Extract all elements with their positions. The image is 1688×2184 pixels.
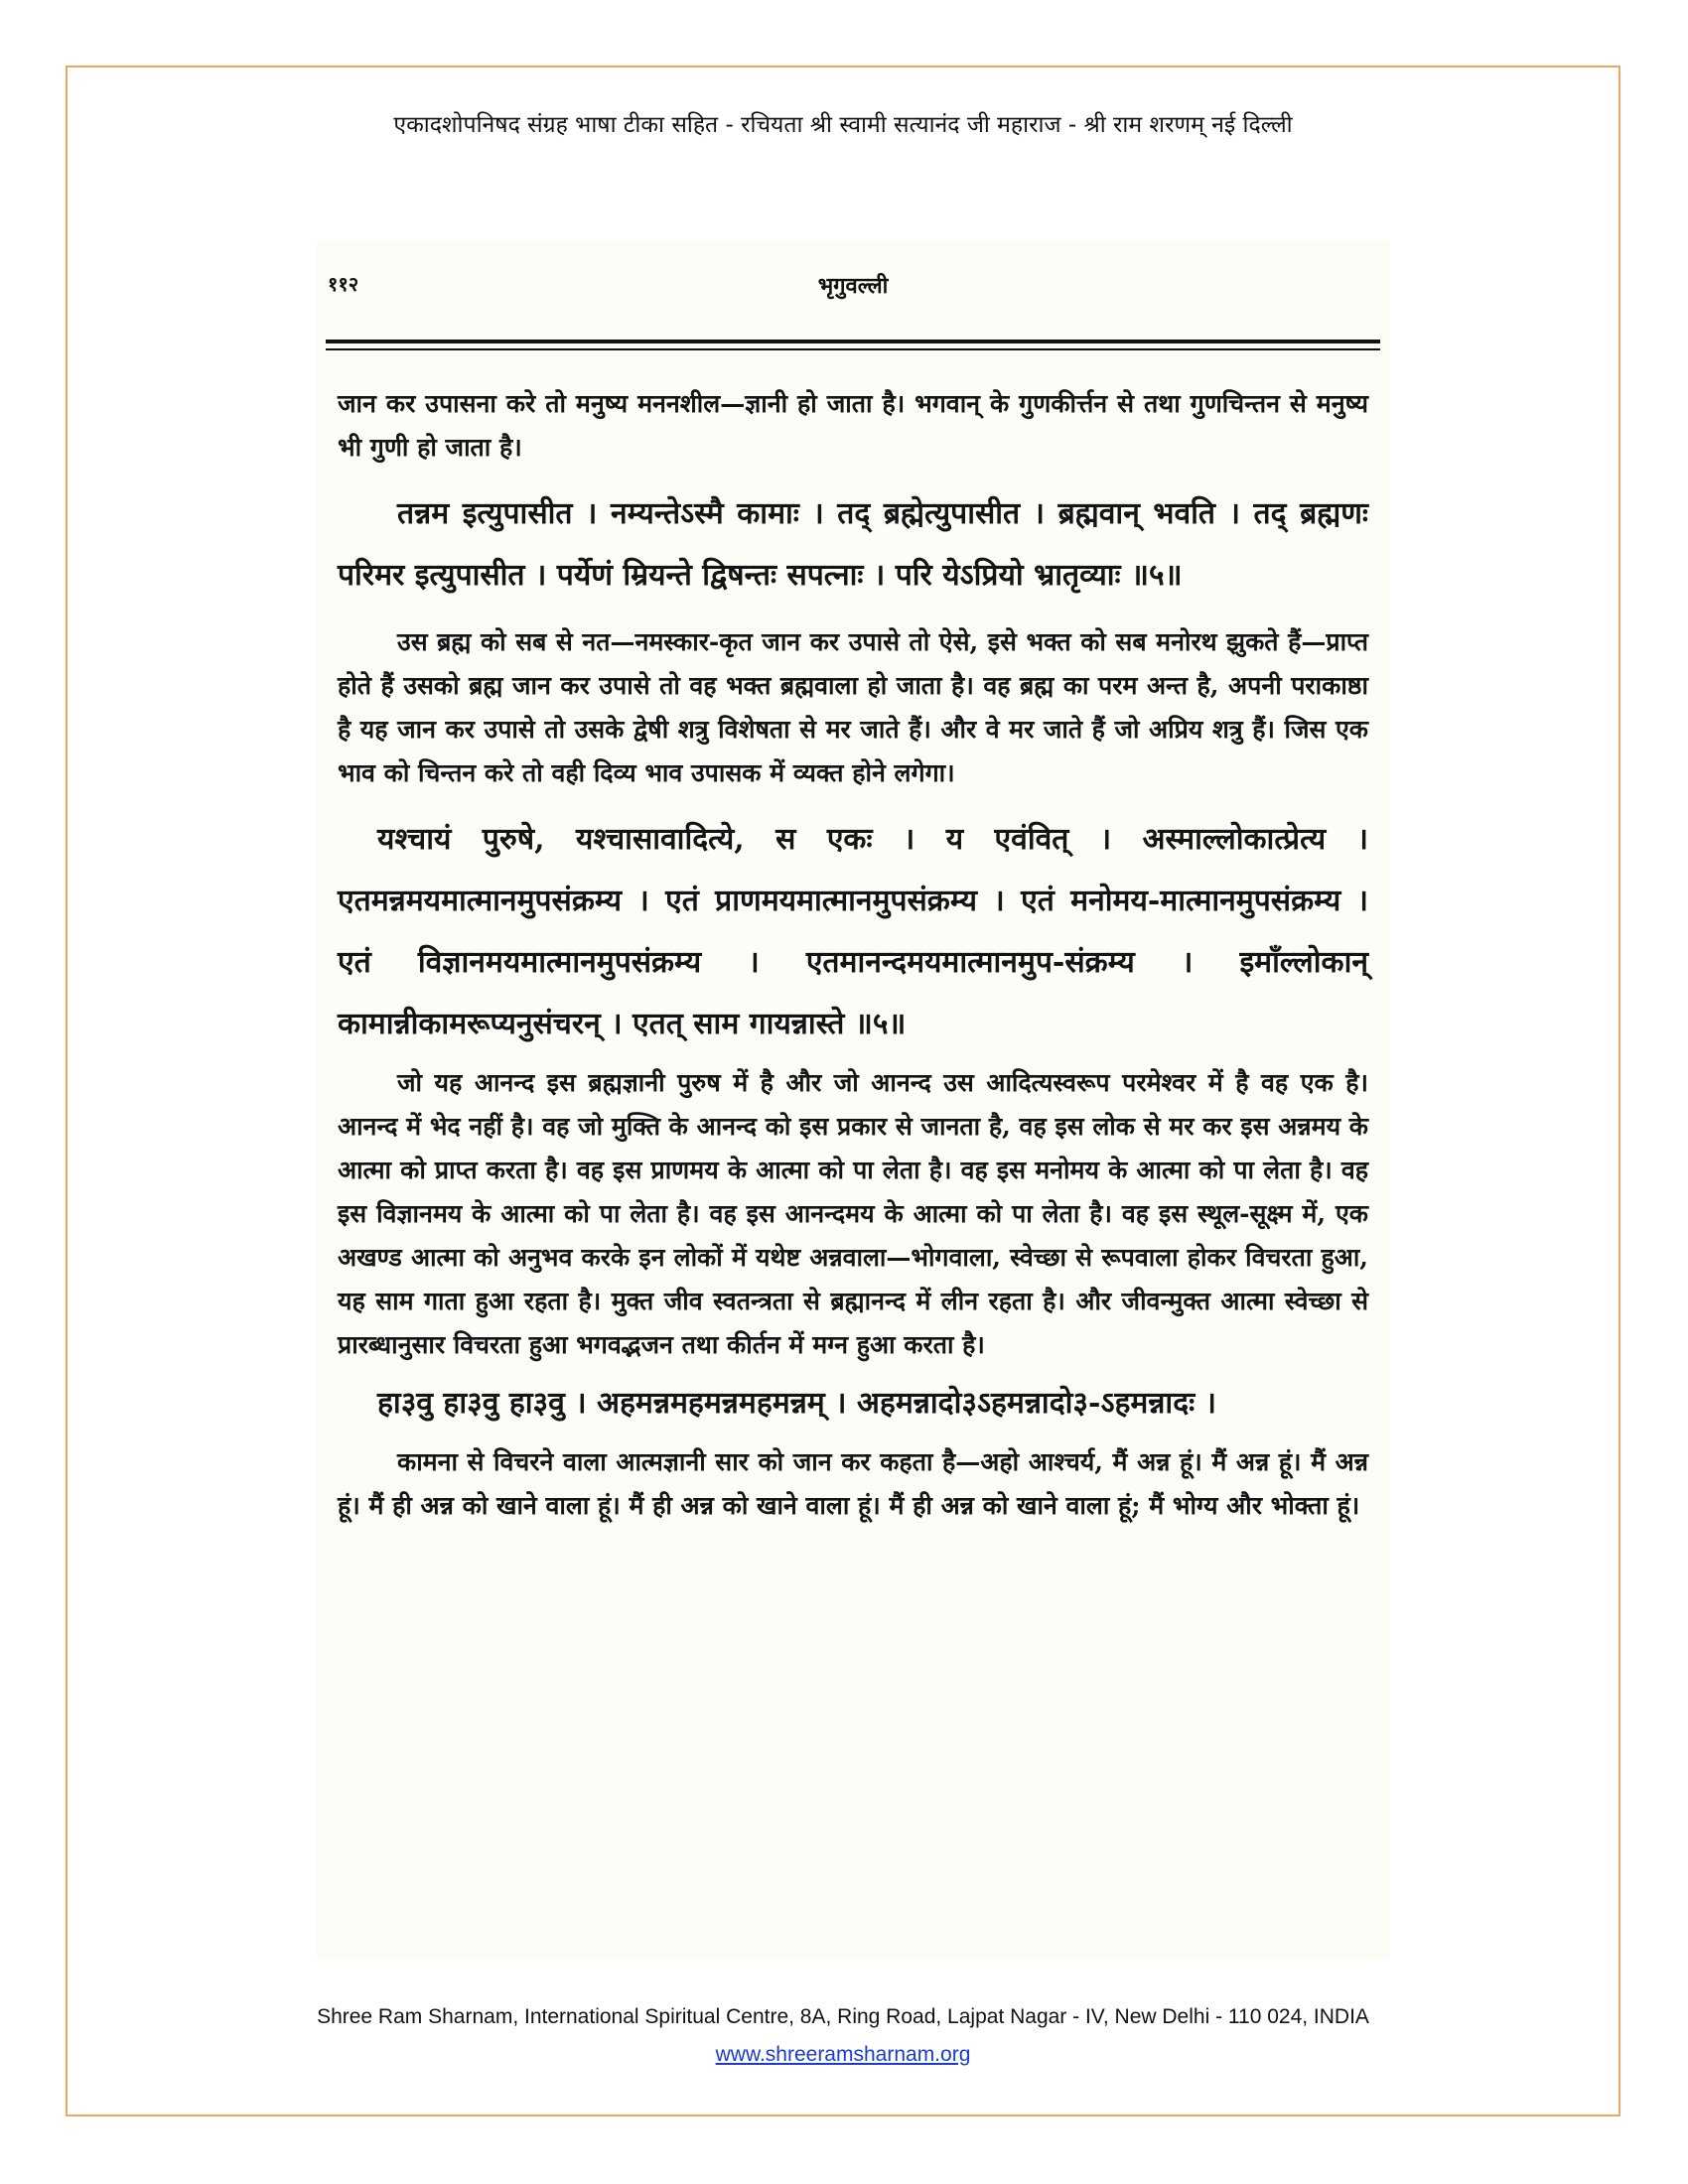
header-rule-thick xyxy=(326,340,1380,343)
commentary-paragraph: जो यह आनन्द इस ब्रह्मज्ञानी पुरुष में है और जो आनन्द उस आदित्यस्वरूप परमेश्वर में है वह एक है। आनन्द में भेद नहीं है। वह जो मुक्ति के आनन्द को इस प्रकार से जानता है, वह इस लोक से मर कर इस अन्नमय के आत्मा को प्राप्त करता है। वह इस प्राणमय के आत्मा को पा लेता है। वह इस मनोमय के आत्मा को पा लेता है। वह इस विज्ञानमय के आत्मा को पा लेता है। वह इस आनन्दमय के आत्मा को पा लेता है। वह इस स्थूल-सूक्ष्म में, एक अखण्ड आत्मा को अनुभव करके इन लोकों में यथेष्ट अन्नवाला—भोगवाला, स्वेच्छा से रूपवाला होकर विचरता हुआ, यह साम गाता हुआ रहता है। मुक्त जीव स्वतन्त्रता से ब्रह्मानन्द में लीन रहता है। और जीवन्मुक्त आत्मा स्वेच्छा से प्रारब्धानुसार विचरता हुआ भगवद्भजन तथा कीर्तन में मग्न हुआ करता है। xyxy=(338,1068,1368,1359)
scanned-page xyxy=(316,240,1390,1960)
page-body xyxy=(338,382,1368,1528)
running-header: एकादशोपनिषद संग्रह भाषा टीका सहित - रचियता श्री स्वामी सत्यानंद जी महाराज - श्री राम शरणम् नई दिल्ली xyxy=(393,112,1293,138)
page-number: ११२ xyxy=(328,272,359,296)
section-title: भृगुवल्ली xyxy=(817,273,889,299)
footer-address: Shree Ram Sharnam, International Spiritual Centre, 8A, Ring Road, Lajpat Nagar - IV, New Delhi - 110 024, INDIA xyxy=(317,2005,1369,2028)
commentary-paragraph: कामना से विचरने वाला आत्मज्ञानी सार को जान कर कहता है—अहो आश्चर्य, मैं अन्न हूं। मैं अन्न हूं। मैं अन्न हूं। मैं ही अन्न को खाने वाला हूं। मैं ही अन्न को खाने वाला हूं। मैं ही अन्न को खाने वाला हूं; मैं भोग्य और भोक्ता हूं। xyxy=(338,1447,1368,1520)
commentary-paragraph: जान कर उपासना करे तो मनुष्य मननशील—ज्ञानी हो जाता है। भगवान् के गुणकीर्त्तन से तथा गुणचिन्तन से मनुष्य भी गुणी हो जाता है। xyxy=(338,389,1368,462)
website-link[interactable]: www.shreeramsharnam.org xyxy=(715,2043,971,2066)
mantra-paragraph: यश्चायं पुरुषे, यश्चासावादित्ये, स एकः । य एवंवित् । अस्माल्लोकात्प्रेत्य । एतमन्नमयमात्मानमुपसंक्रम्य । एतं प्राणमयमात्मानमुपसंक्रम्य । एतं मनोमय-मात्मानमुपसंक्रम्य । एतं विज्ञानमयमात्मानमुपसंक्रम्य । एतमानन्दमयमात्मानमुप-संक्रम्य । इमाँल्लोकान् कामान्नीकामरूप्यनुसंचरन् । एतत् साम गायन्नास्ते ॥५॥ xyxy=(338,822,1368,1041)
page-head xyxy=(328,270,1378,300)
mantra-paragraph: हा३वु हा३वु हा३वु । अहमन्नमहमन्नमहमन्नम् । अहमन्नादो३ऽहमन्नादो३-ऽहमन्नादः । xyxy=(377,1386,1217,1421)
mantra-paragraph: तन्नम इत्युपासीत । नम्यन्तेऽस्मै कामाः । तद् ब्रह्मेत्युपासीत । ब्रह्मवान् भवति । तद् ब्रह्मणः परिमर इत्युपासीत । पर्येणं म्रियन्ते द्विषन्तः सपत्नाः । परि येऽप्रियो भ्रातृव्याः ॥५॥ xyxy=(338,496,1368,593)
commentary-paragraph: उस ब्रह्म को सब से नत—नमस्कार-कृत जान कर उपासे तो ऐसे, इसे भक्त को सब मनोरथ झुकते हैं—प्राप्त होते हैं उसको ब्रह्म जान कर उपासे तो वह भक्त ब्रह्मवाला हो जाता है। वह ब्रह्म का परम अन्त है, अपनी पराकाष्ठा है यह जान कर उपासे तो उसके द्वेषी शत्रु विशेषता से मर जाते हैं। और वे मर जाते हैं जो अप्रिय शत्रु हैं। जिस एक भाव को चिन्तन करे तो वही दिव्य भाव उपासक में व्यक्त होने लगेगा। xyxy=(338,627,1368,787)
header-rule-thin xyxy=(326,348,1380,350)
